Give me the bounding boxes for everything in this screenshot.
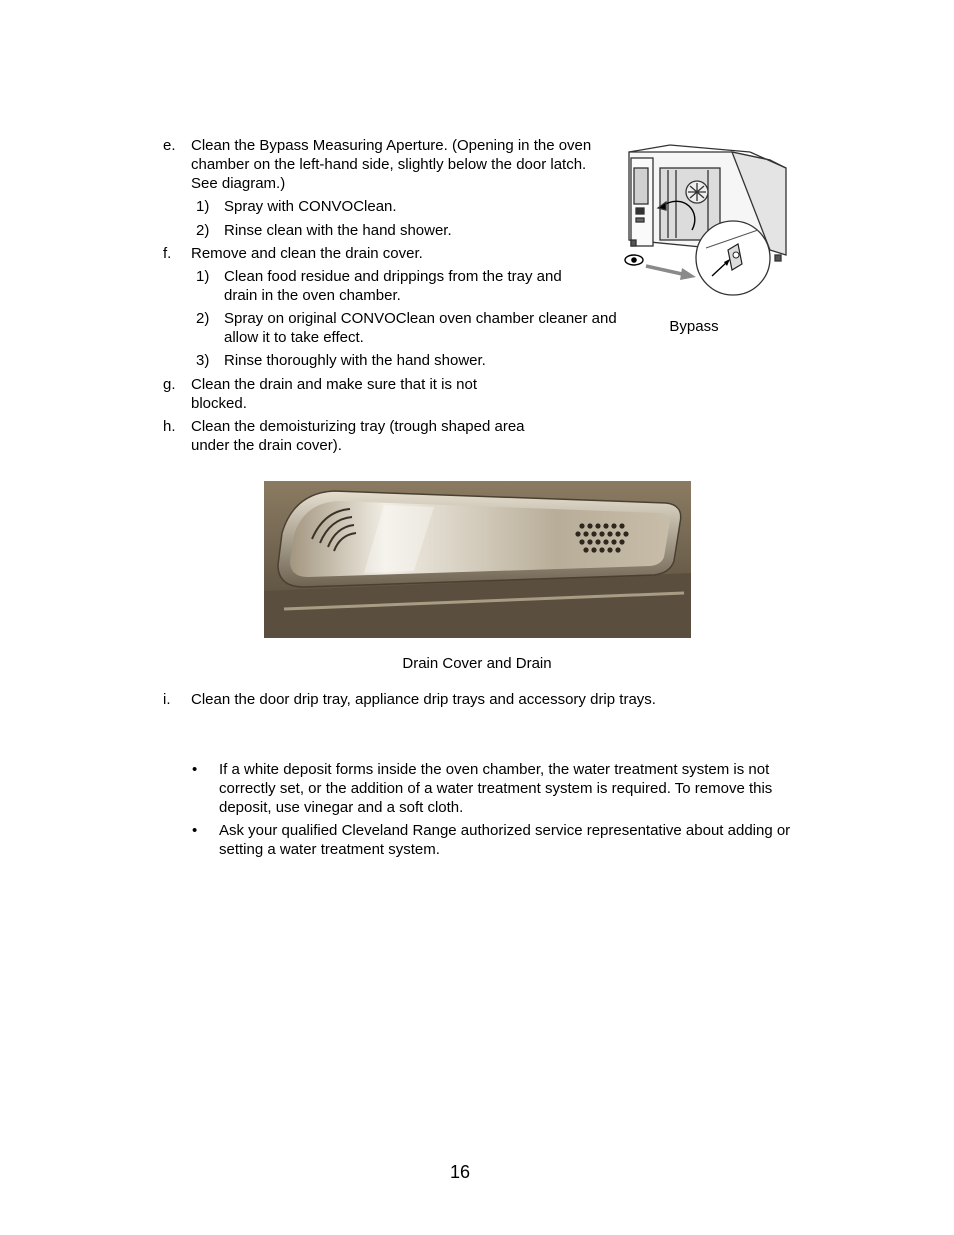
item-f-sub-2-line-1: Spray on original CONVOClean oven chamber cleaner and	[224, 310, 617, 327]
item-e-sub-2-text: Rinse clean with the hand shower.	[224, 222, 452, 239]
item-f-sub-1-marker: 1)	[196, 268, 210, 285]
item-i-text: Clean the door drip tray, appliance drip trays and accessory drip trays.	[191, 691, 656, 708]
magnified-detail	[696, 221, 770, 295]
bullet-2-line-1: Ask your qualified Cleveland Range authorized service representative about adding or	[219, 822, 791, 839]
item-e-sub-2-marker: 2)	[196, 222, 210, 239]
item-h-line-2: under the drain cover).	[191, 437, 342, 454]
item-e-line-3: See diagram.)	[191, 175, 286, 192]
drain-cover-caption: Drain Cover and Drain	[402, 655, 552, 672]
page-number: 16	[449, 1162, 471, 1182]
bullet-2-symbol: •	[192, 822, 198, 839]
item-f-marker: f.	[163, 245, 172, 262]
bullet-1-line-3: deposit, use vinegar and a soft cloth.	[219, 799, 464, 816]
bypass-caption: Bypass	[669, 318, 719, 335]
item-e-sub-1-text: Spray with CONVOClean.	[224, 198, 397, 215]
item-f-sub-3-text: Rinse thoroughly with the hand shower.	[224, 352, 486, 369]
eye-icon	[625, 255, 643, 265]
item-g-line-2: blocked.	[191, 395, 247, 412]
direction-arrow-icon	[646, 266, 696, 280]
item-e-line-1: Clean the Bypass Measuring Aperture. (Opening in the oven	[191, 137, 592, 154]
bullet-2-line-2: setting a water treatment system.	[219, 841, 440, 858]
item-f-sub-2-line-2: allow it to take effect.	[224, 329, 364, 346]
item-h-marker: h.	[163, 418, 176, 435]
bypass-diagram	[620, 140, 792, 300]
item-g-line-1: Clean the drain and make sure that it is not	[191, 376, 477, 393]
item-f-sub-3-marker: 3)	[196, 352, 210, 369]
item-e-marker: e.	[163, 137, 176, 154]
item-f-sub-2-marker: 2)	[196, 310, 210, 327]
item-f-sub-1-line-1: Clean food residue and drippings from the tray and	[224, 268, 562, 285]
drain-cover-photo	[264, 481, 691, 638]
bullet-1-line-1: If a white deposit forms inside the oven chamber, the water treatment system is not	[219, 761, 770, 778]
item-g-marker: g.	[163, 376, 176, 393]
item-h-line-1: Clean the demoisturizing tray (trough shaped area	[191, 418, 525, 435]
item-f-sub-1-line-2: drain in the oven chamber.	[224, 287, 401, 304]
bullet-1-symbol: •	[192, 761, 198, 778]
bullet-1-line-2: correctly set, or the addition of a water treatment system is required. To remove this	[219, 780, 773, 797]
item-f-line-1: Remove and clean the drain cover.	[191, 245, 423, 262]
item-i-marker: i.	[163, 691, 171, 708]
item-e-line-2: chamber on the left-hand side, slightly below the door latch.	[191, 156, 587, 173]
item-e-sub-1-marker: 1)	[196, 198, 210, 215]
